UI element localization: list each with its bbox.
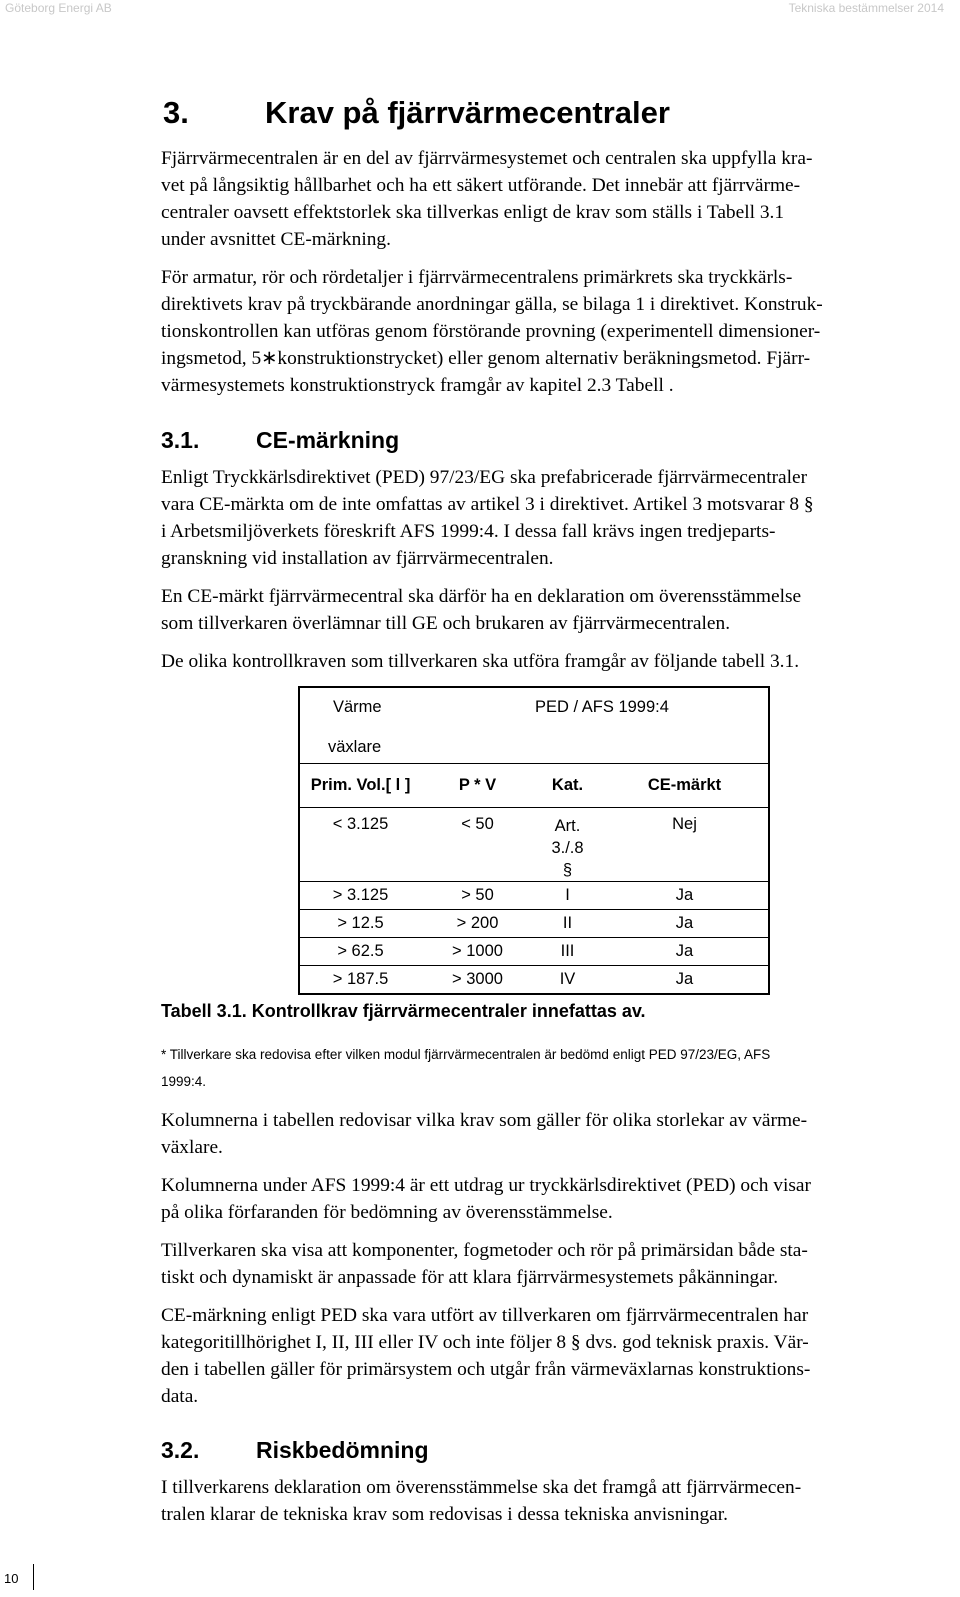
col-header: Kat. xyxy=(534,764,601,808)
table-cell: > 3000 xyxy=(452,970,503,988)
paragraph-line: ingsmetod, 5∗konstruktionstrycket) eller genom alternativ beräkningsmetod. Fjärr- xyxy=(161,348,811,369)
paragraph-line: Kolumnerna i tabellen redovisar vilka krav som gäller för olika storlekar av värme- xyxy=(161,1110,808,1131)
paragraph-line: Enligt Tryckkärlsdirektivet (PED) 97/23/EG ska prefabricerade fjärrvärmecentraler xyxy=(161,467,808,488)
paragraph-line: tiskt och dynamiskt är anpassade för att klara fjärrvärmesystemets påkänningar. xyxy=(161,1267,779,1288)
table-cell: II xyxy=(534,910,601,938)
table-cell: Ja xyxy=(675,970,694,988)
col-header: P * V xyxy=(421,764,534,808)
section-number: 3.1. xyxy=(161,427,200,453)
paragraph-line: En CE-märkt fjärrvärmecentral ska därför ha en deklaration om överensstämmelse xyxy=(161,586,802,607)
paragraph-line: CE-märkning enligt PED ska vara utfört av tillverkaren om fjärrvärmecentralen har xyxy=(161,1305,809,1326)
paragraph-line: vara CE-märkta om de inte omfattas av artikel 3 i direktivet. Artikel 3 motsvarar 8 § xyxy=(161,494,814,515)
table-cell: > 3.125 xyxy=(299,882,421,910)
paragraph-line: De olika kontrollkraven som tillverkaren ska utföra framgår av följande tabell 3.1. xyxy=(161,651,800,672)
table-footnote-line: 1999:4. xyxy=(161,1074,207,1089)
table-cell: Nej xyxy=(601,808,769,882)
table-cell: > 187.5 xyxy=(332,970,389,988)
table-caption: Tabell 3.1. Kontrollkrav fjärrvärmecentraler innefattas av. xyxy=(161,1001,646,1021)
section-title: CE-märkning xyxy=(256,427,400,453)
paragraph-line: Kolumnerna under AFS 1999:4 är ett utdrag ur tryckkärlsdirektivet (PED) och visar xyxy=(161,1175,811,1196)
table-row xyxy=(299,808,769,882)
table-cell: < 3.125 xyxy=(299,808,421,882)
table-cell: > 1000 xyxy=(421,938,534,966)
corner-line-2: växlare xyxy=(328,738,382,756)
table-cell: Ja xyxy=(601,910,769,938)
table-cell: > 50 xyxy=(421,882,534,910)
page-header xyxy=(0,0,960,20)
paragraph-line: vet på långsiktig hållbarhet och ha ett säkert utförande. Det innebär att fjärrvärme- xyxy=(161,175,801,196)
table-cell: > 12.5 xyxy=(299,910,421,938)
corner-line-1: Värme xyxy=(333,698,382,716)
table-cell: > 200 xyxy=(421,910,534,938)
table-cell: Ja xyxy=(601,938,769,966)
paragraph-line: I tillverkarens deklaration om överensstämmelse ska det framgå att fjärrvärmecen- xyxy=(161,1477,802,1498)
group-header-cell xyxy=(421,687,769,764)
table-cell: Ja xyxy=(601,882,769,910)
corner-cell xyxy=(299,687,421,764)
paragraph-line: data. xyxy=(161,1386,199,1407)
paragraph-line: som tillverkaren överlämnar till GE och brukaren av fjärrvärmecentralen. xyxy=(161,613,731,634)
paragraph-line: på olika förfaranden för bedömning av överensstämmelse. xyxy=(161,1202,613,1223)
paragraph-line: kategoritillhörighet I, II, III eller IV och inte följer 8 § dvs. god teknisk praxis. Vär- xyxy=(161,1332,809,1353)
table-header-row xyxy=(299,764,769,808)
table-cell: IV xyxy=(559,970,576,988)
section-number: 3. xyxy=(163,95,189,130)
paragraph-line: centraler oavsett effektstorlek ska tillverkas enligt de krav som ställs i Tabell 3.1 xyxy=(161,202,785,223)
paragraph-line: den i tabellen gäller för primärsystem och utgår från värmeväxlarnas konstruktions- xyxy=(161,1359,811,1380)
section-3-2-heading xyxy=(161,1437,429,1464)
table-row xyxy=(299,938,769,966)
section-3-1-heading xyxy=(161,427,399,454)
table-cell: III xyxy=(534,938,601,966)
table-cell: > 62.5 xyxy=(299,938,421,966)
table-cell: I xyxy=(534,882,601,910)
table-cell-text: Art. 3./.8 § xyxy=(551,817,584,879)
paragraph-line: tralen klarar de tekniska krav som redovisas i dessa tekniska anvisningar. xyxy=(161,1504,729,1525)
paragraph-line: i Arbetsmiljöverkets föreskrift AFS 1999:4. I dessa fall krävs ingen tredjeparts- xyxy=(161,521,776,542)
header-company: Göteborg Energi AB xyxy=(5,1,112,15)
section-title: Riskbedömning xyxy=(256,1437,429,1463)
paragraph-line: direktivets krav på tryckbärande anordningar gälla, se bilaga 1 i direktivet. Konstruk- xyxy=(161,294,823,315)
paragraph-line: växlare. xyxy=(161,1137,223,1158)
header-doc-title: Tekniska bestämmelser 2014 xyxy=(788,1,944,15)
col-header: Prim. Vol.[ l ] xyxy=(299,764,421,808)
page-number: 10 xyxy=(4,1571,19,1586)
table-cell: < 50 xyxy=(421,808,534,882)
section-3-heading xyxy=(163,95,670,131)
table-row xyxy=(299,882,769,910)
paragraph-line: Tillverkaren ska visa att komponenter, fogmetoder och rör på primärsidan både sta- xyxy=(161,1240,808,1261)
table-cell xyxy=(534,808,601,882)
paragraph-line: granskning vid installation av fjärrvärmecentralen. xyxy=(161,548,554,569)
paragraph-line: värmesystemets konstruktionstryck framgår av kapitel 2.3 Tabell . xyxy=(161,375,674,396)
section-number: 3.2. xyxy=(161,1437,200,1463)
table-top-row xyxy=(299,687,769,764)
table-row xyxy=(299,910,769,938)
paragraph-line: För armatur, rör och rördetaljer i fjärrvärmecentralens primärkrets ska tryckkärls- xyxy=(161,267,793,288)
requirements-table xyxy=(298,686,770,995)
group-header: PED / AFS 1999:4 xyxy=(535,698,669,716)
table-footnote-line: * Tillverkare ska redovisa efter vilken modul fjärrvärmecentralen är bedömd enligt PED 97/23/EG, AFS xyxy=(161,1047,771,1062)
paragraph-line: under avsnittet CE-märkning. xyxy=(161,229,391,250)
table-row xyxy=(299,966,769,995)
col-header: CE-märkt xyxy=(601,764,769,808)
paragraph-line: tionskontrollen kan utföras genom förstörande provning (experimentell dimensioner- xyxy=(161,321,821,342)
page-number-divider xyxy=(33,1564,34,1590)
paragraph-line: Fjärrvärmecentralen är en del av fjärrvärmesystemet och centralen ska uppfylla kra- xyxy=(161,148,813,169)
section-title: Krav på fjärrvärmecentraler xyxy=(265,95,670,130)
